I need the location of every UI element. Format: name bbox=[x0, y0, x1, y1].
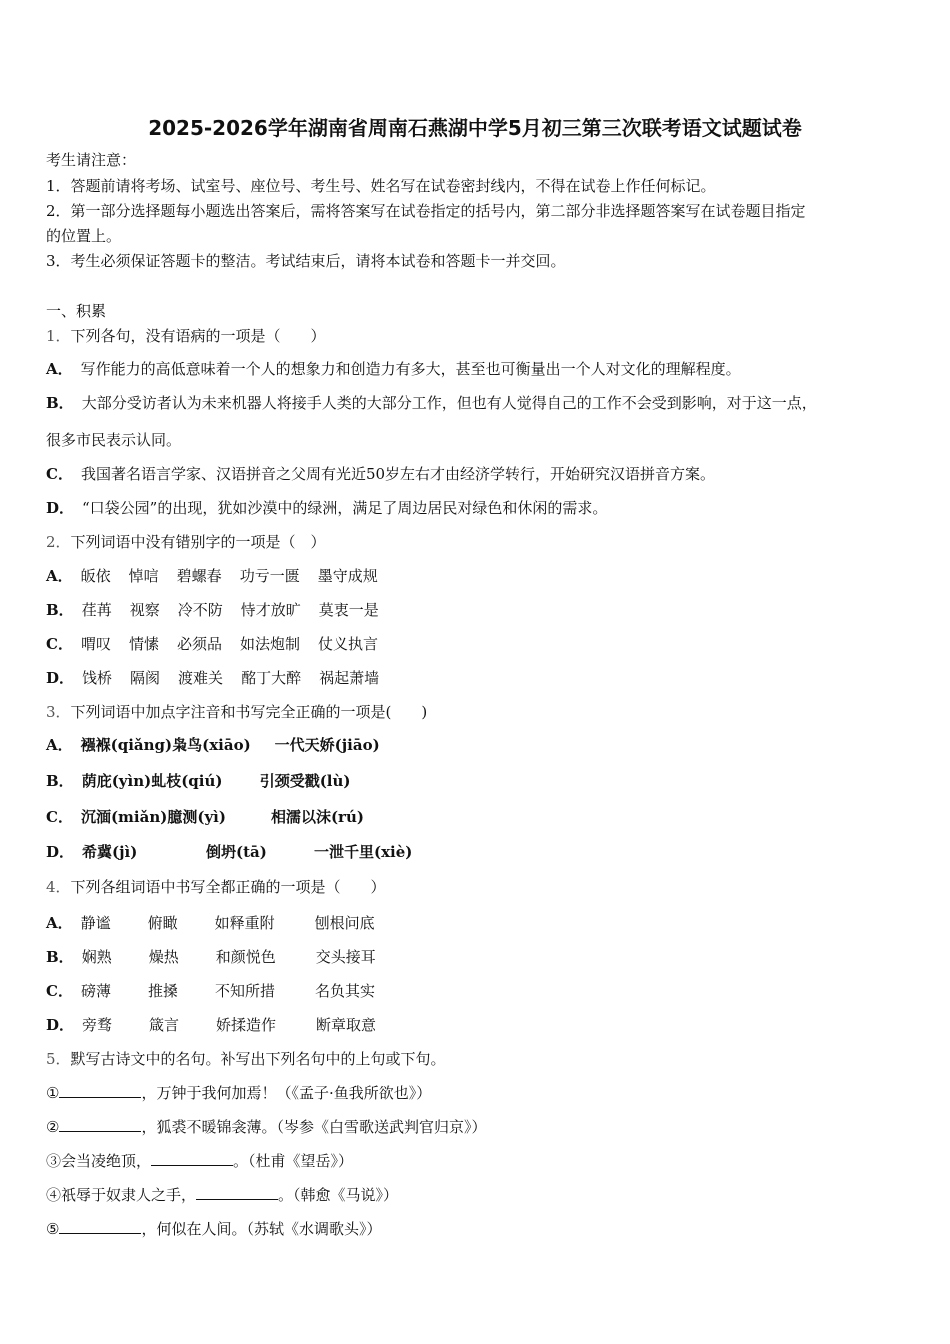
question-3 bbox=[46, 702, 427, 722]
q2-option-c bbox=[46, 634, 396, 654]
word: 燥热 bbox=[148, 948, 179, 966]
question-1 bbox=[46, 326, 326, 346]
word: 静谧 bbox=[80, 914, 111, 932]
word: 倒坍(tā) bbox=[206, 843, 267, 861]
page-title: 2025-2026学年湖南省周南石燕湖中学5月初三第三次联考语文试题试卷 bbox=[148, 116, 802, 140]
word: 箴言 bbox=[149, 1016, 180, 1034]
answer-blank[interactable] bbox=[59, 1219, 141, 1234]
notice-item-2-cont: 的位置上。 bbox=[46, 227, 122, 245]
q2-option-d bbox=[46, 668, 397, 688]
word: 一代天娇(jiāo) bbox=[274, 736, 380, 754]
word: 如释重附 bbox=[214, 914, 275, 932]
word: 旁骛 bbox=[82, 1016, 113, 1034]
word: 视察 bbox=[129, 601, 160, 619]
option-label: A． bbox=[46, 567, 73, 585]
question-2 bbox=[46, 532, 326, 552]
q1-option-c bbox=[46, 464, 715, 484]
q3-option-c bbox=[46, 807, 364, 827]
question-stem: 下列词语中加点字注音和书写完全正确的一项是( ) bbox=[70, 703, 428, 721]
word: 断章取意 bbox=[316, 1016, 377, 1034]
option-label: B． bbox=[46, 948, 74, 966]
text-after: ，万钟于我何加焉！（《孟子·鱼我所欲也》） bbox=[141, 1084, 432, 1102]
word: 沉湎(miǎn)臆测(yì) bbox=[80, 808, 226, 826]
option-label: B． bbox=[46, 394, 74, 412]
word: 俯瞰 bbox=[147, 914, 178, 932]
option-label: A． bbox=[46, 736, 73, 754]
option-text: 我国著名语言学家、汉语拼音之父周有光近50岁左右才由经济学转行，开始研究汉语拼音方案。 bbox=[80, 465, 716, 483]
option-label: D． bbox=[46, 499, 75, 517]
text-after: 。（韩愈《马说》） bbox=[278, 1186, 399, 1204]
option-label: A． bbox=[46, 914, 73, 932]
q2-option-a bbox=[46, 566, 396, 586]
word: 仗义执言 bbox=[318, 635, 379, 653]
word: 喟叹 bbox=[80, 635, 111, 653]
fill-item-3 bbox=[46, 1151, 353, 1171]
answer-blank[interactable] bbox=[59, 1083, 141, 1098]
option-label: C． bbox=[46, 635, 73, 653]
question-number: 4． bbox=[46, 878, 71, 896]
q4-option-c bbox=[46, 981, 375, 1001]
word: 一泄千里(xiè) bbox=[314, 843, 413, 861]
option-label: C． bbox=[46, 982, 73, 1000]
section-heading: 一、积累 bbox=[46, 302, 107, 320]
notice-heading: 考生请注意： bbox=[46, 151, 137, 169]
option-label: C． bbox=[46, 808, 73, 826]
word: 刨根问底 bbox=[314, 914, 375, 932]
word: 墨守成规 bbox=[317, 567, 378, 585]
fill-item-1 bbox=[46, 1083, 431, 1103]
option-label: D． bbox=[46, 843, 75, 861]
word: 娴熟 bbox=[81, 948, 112, 966]
q1-option-a bbox=[46, 359, 741, 379]
text-after: ，何似在人间。（苏轼《水调歌头》） bbox=[141, 1220, 382, 1238]
word: 名负其实 bbox=[314, 982, 375, 1000]
word: 恃才放旷 bbox=[240, 601, 301, 619]
q1-option-b-cont: 很多市民表示认同。 bbox=[46, 431, 182, 449]
word: 不知所措 bbox=[214, 982, 275, 1000]
option-label: A． bbox=[46, 360, 73, 378]
text-after: ，狐裘不暖锦衾薄。（岑参《白雪歌送武判官归京》） bbox=[141, 1118, 487, 1136]
word: 冷不防 bbox=[177, 601, 223, 619]
answer-blank[interactable] bbox=[196, 1185, 278, 1200]
question-number: 5． bbox=[46, 1050, 71, 1068]
word: 荏苒 bbox=[81, 601, 112, 619]
word: 荫庇(yìn)虬枝(qiú) bbox=[81, 772, 223, 790]
question-number: 2． bbox=[46, 533, 71, 551]
word: 磅薄 bbox=[80, 982, 111, 1000]
question-stem: 下列各组词语中书写全都正确的一项是（ ） bbox=[70, 878, 386, 896]
q4-option-b bbox=[46, 947, 376, 967]
question-5 bbox=[46, 1049, 446, 1069]
word: 祸起萧墙 bbox=[319, 669, 380, 687]
word: 交头接耳 bbox=[315, 948, 376, 966]
word: 酩丁大醉 bbox=[241, 669, 302, 687]
question-number: 1． bbox=[46, 327, 71, 345]
q3-option-d bbox=[46, 842, 412, 862]
fill-item-4 bbox=[46, 1185, 398, 1205]
word: 推搡 bbox=[147, 982, 178, 1000]
item-mark: ② bbox=[46, 1118, 60, 1136]
word: 莫衷一是 bbox=[318, 601, 379, 619]
notice-item-1: 1．答题前请将考场、试室号、座位号、考生号、姓名写在试卷密封线内，不得在试卷上作任何标记。 bbox=[46, 177, 716, 195]
option-label: D． bbox=[46, 669, 75, 687]
option-label: C． bbox=[46, 465, 73, 483]
notice-item-3: 3．考生必须保证答题卡的整洁。考试结束后，请将本试卷和答题卡一并交回。 bbox=[46, 252, 566, 270]
option-text: 写作能力的高低意味着一个人的想象力和创造力有多大，甚至也可衡量出一个人对文化的理解程度。 bbox=[80, 360, 741, 378]
answer-blank[interactable] bbox=[151, 1151, 233, 1166]
word: 和颜悦色 bbox=[215, 948, 276, 966]
q1-option-d bbox=[46, 498, 607, 518]
option-text: “口袋公园”的出现，犹如沙漠中的绿洲，满足了周边居民对绿色和休闲的需求。 bbox=[82, 499, 608, 517]
word: 娇揉造作 bbox=[216, 1016, 277, 1034]
q4-option-a bbox=[46, 913, 375, 933]
fill-item-5 bbox=[46, 1219, 381, 1239]
option-label: B． bbox=[46, 601, 74, 619]
q3-option-b bbox=[46, 771, 351, 791]
text-before: 祇辱于奴隶人之手， bbox=[61, 1186, 197, 1204]
q4-option-d bbox=[46, 1015, 376, 1035]
word: 功亏一匮 bbox=[239, 567, 300, 585]
word: 悼唁 bbox=[128, 567, 159, 585]
question-stem: 默写古诗文中的名句。补写出下列名句中的上句或下句。 bbox=[70, 1050, 446, 1068]
text-after: 。（杜甫《望岳》） bbox=[233, 1152, 354, 1170]
option-label: B． bbox=[46, 772, 74, 790]
fill-item-2 bbox=[46, 1117, 486, 1137]
word: 如法炮制 bbox=[240, 635, 301, 653]
item-mark: ① bbox=[46, 1084, 60, 1102]
text-before: 会当凌绝顶， bbox=[61, 1152, 152, 1170]
notice-item-2: 2．第一部分选择题每小题选出答案后，需将答案写在试卷指定的括号内，第二部分非选择题答案写在试卷题目指定 bbox=[46, 202, 806, 220]
question-4 bbox=[46, 877, 386, 897]
word: 襁褓(qiǎng)枭鸟(xiāo) bbox=[80, 736, 251, 754]
word: 必须品 bbox=[176, 635, 222, 653]
word: 碧螺春 bbox=[176, 567, 222, 585]
question-stem: 下列各句，没有语病的一项是（ ） bbox=[70, 327, 326, 345]
question-stem: 下列词语中没有错别字的一项是（ ） bbox=[70, 533, 326, 551]
q2-option-b bbox=[46, 600, 397, 620]
word: 皈依 bbox=[80, 567, 111, 585]
question-number: 3． bbox=[46, 703, 71, 721]
option-label: D． bbox=[46, 1016, 75, 1034]
item-mark: ③ bbox=[46, 1152, 62, 1170]
word: 饯桥 bbox=[82, 669, 113, 687]
word: 希冀(jì) bbox=[82, 843, 138, 861]
word: 渡难关 bbox=[178, 669, 224, 687]
word: 情愫 bbox=[128, 635, 159, 653]
q3-option-a bbox=[46, 735, 380, 755]
answer-blank[interactable] bbox=[59, 1117, 141, 1132]
word: 隔阂 bbox=[130, 669, 161, 687]
option-text: 大部分受访者认为未来机器人将接手人类的大部分工作，但也有人觉得自己的工作不会受到影响，对于这一点， bbox=[81, 394, 817, 412]
q1-option-b bbox=[46, 393, 817, 413]
item-mark: ④ bbox=[46, 1186, 62, 1204]
item-mark: ⑤ bbox=[46, 1220, 60, 1238]
word: 引颈受戳(lù) bbox=[259, 772, 351, 790]
word: 相濡以沫(rú) bbox=[270, 808, 364, 826]
